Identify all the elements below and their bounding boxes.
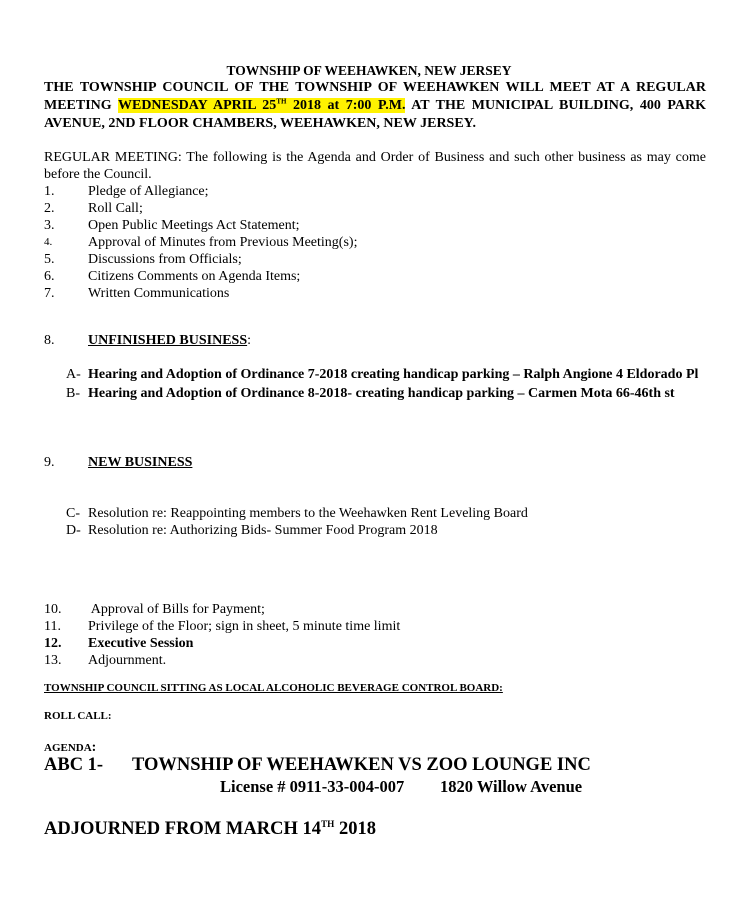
item-number: 3. [44, 218, 55, 233]
item-number: 2. [44, 201, 55, 216]
item-letter: B- [66, 386, 80, 401]
item-text: Approval of Minutes from Previous Meeting(s); [88, 235, 358, 250]
meeting-date-sup: TH [276, 97, 287, 106]
item-letter: D- [66, 523, 81, 538]
agenda-label [44, 741, 706, 755]
agenda-item [44, 268, 706, 285]
agenda-label-colon: : [91, 740, 97, 755]
item-text: Privilege of the Floor; sign in sheet, 5 minute time limit [88, 619, 401, 634]
item-text: Open Public Meetings Act Statement; [88, 218, 300, 233]
item-text: Executive Session [88, 636, 194, 651]
agenda-document [44, 62, 706, 840]
agenda-item [44, 234, 706, 251]
new-business-label: NEW BUSINESS [88, 455, 193, 470]
item-text: Pledge of Allegiance; [88, 184, 209, 199]
item-number: 12. [44, 636, 62, 651]
new-business-item [44, 522, 706, 539]
adjourned-end: 2018 [334, 819, 376, 839]
agenda-item [44, 200, 706, 217]
item-text: Resolution re: Reappointing members to the Weehawken Rent Leveling Board [88, 506, 528, 521]
unfinished-item [44, 366, 706, 383]
agenda-item [44, 635, 706, 652]
agenda-item [44, 183, 706, 200]
adjourned-sup: TH [320, 819, 335, 830]
document-title: TOWNSHIP OF WEEHAWKEN, NEW JERSEY [226, 63, 512, 78]
announcement-text-a: THE TOWNSHIP COUNCIL OF THE TOWNSHIP OF WEEHAWKEN WILL MEET AT A REGULAR MEETING [44, 80, 706, 113]
item-text: Hearing and Adoption of Ordinance 8-2018- creating handicap parking – Carmen Mota 66-46th st [88, 386, 675, 401]
unfinished-items [44, 366, 706, 402]
meeting-date-end: 2018 at 7:00 P.M. [286, 98, 406, 113]
roll-call-label: ROLL CALL: [44, 710, 112, 722]
item-letter: A- [66, 367, 81, 382]
agenda-label-text: AGENDA [44, 742, 92, 754]
later-agenda-list [44, 601, 706, 669]
item-text: Written Communications [88, 286, 230, 301]
meeting-date-highlight [118, 98, 405, 113]
agenda-item [44, 251, 706, 268]
item-letter: C- [66, 506, 80, 521]
abc-board-heading: TOWNSHIP COUNCIL SITTING AS LOCAL ALCOHOLIC BEVERAGE CONTROL BOARD: [44, 682, 503, 694]
case-code: ABC 1- [44, 755, 104, 775]
unfinished-item [44, 385, 706, 402]
item-text: Hearing and Adoption of Ordinance 7-2018 creating handicap parking – Ralph Angione 4 Eldorado Pl [88, 367, 699, 382]
item-number: 6. [44, 269, 55, 284]
new-business-heading [44, 454, 706, 471]
license-number: License # 0911-33-004-007 [220, 777, 405, 796]
adjourned-main: ADJOURNED FROM MARCH 14 [44, 819, 321, 839]
agenda-item [44, 285, 706, 302]
item-number: 8. [44, 333, 55, 348]
item-text: Roll Call; [88, 201, 143, 216]
case-name: TOWNSHIP OF WEEHAWKEN VS ZOO LOUNGE INC [132, 755, 591, 775]
item-text: Resolution re: Authorizing Bids- Summer Food Program 2018 [88, 523, 438, 538]
item-text: Citizens Comments on Agenda Items; [88, 269, 301, 284]
announcement-text-b: AT THE MUNICIPAL BUILDING, 400 PARK AVENUE, 2ND FLOOR CHAMBERS, WEEHAWKEN, NEW JERSEY. [44, 98, 706, 131]
agenda-item [44, 652, 706, 669]
agenda-item [44, 618, 706, 635]
item-number: 10. [44, 602, 62, 617]
item-text: Adjournment. [88, 653, 167, 668]
item-number: 13. [44, 653, 62, 668]
item-number: 4. [44, 236, 53, 248]
item-text: Approval of Bills for Payment; [88, 602, 265, 617]
item-number: 1. [44, 184, 55, 199]
agenda-list [44, 183, 706, 302]
item-number: 9. [44, 455, 55, 470]
license-line [44, 776, 706, 797]
label-colon: : [247, 333, 251, 348]
meeting-announcement [44, 79, 706, 133]
agenda-item [44, 601, 706, 618]
unfinished-label: UNFINISHED BUSINESS [88, 333, 248, 348]
item-number: 7. [44, 286, 55, 301]
section-label [88, 332, 251, 349]
unfinished-business-heading [44, 332, 706, 349]
item-number: 5. [44, 252, 55, 267]
agenda-item [44, 217, 706, 234]
intro-paragraph: REGULAR MEETING: The following is the Agenda and Order of Business and such other business as may come before the Council. [44, 150, 706, 182]
meeting-date-main: WEDNESDAY APRIL 25 [117, 98, 277, 113]
item-number: 11. [44, 619, 61, 634]
item-text: Discussions from Officials; [88, 252, 242, 267]
new-business-item [44, 505, 706, 522]
new-business-items [44, 505, 706, 539]
adjourned-note [44, 818, 706, 840]
license-address: 1820 Willow Avenue [440, 777, 583, 796]
abc-case-line [44, 755, 706, 776]
